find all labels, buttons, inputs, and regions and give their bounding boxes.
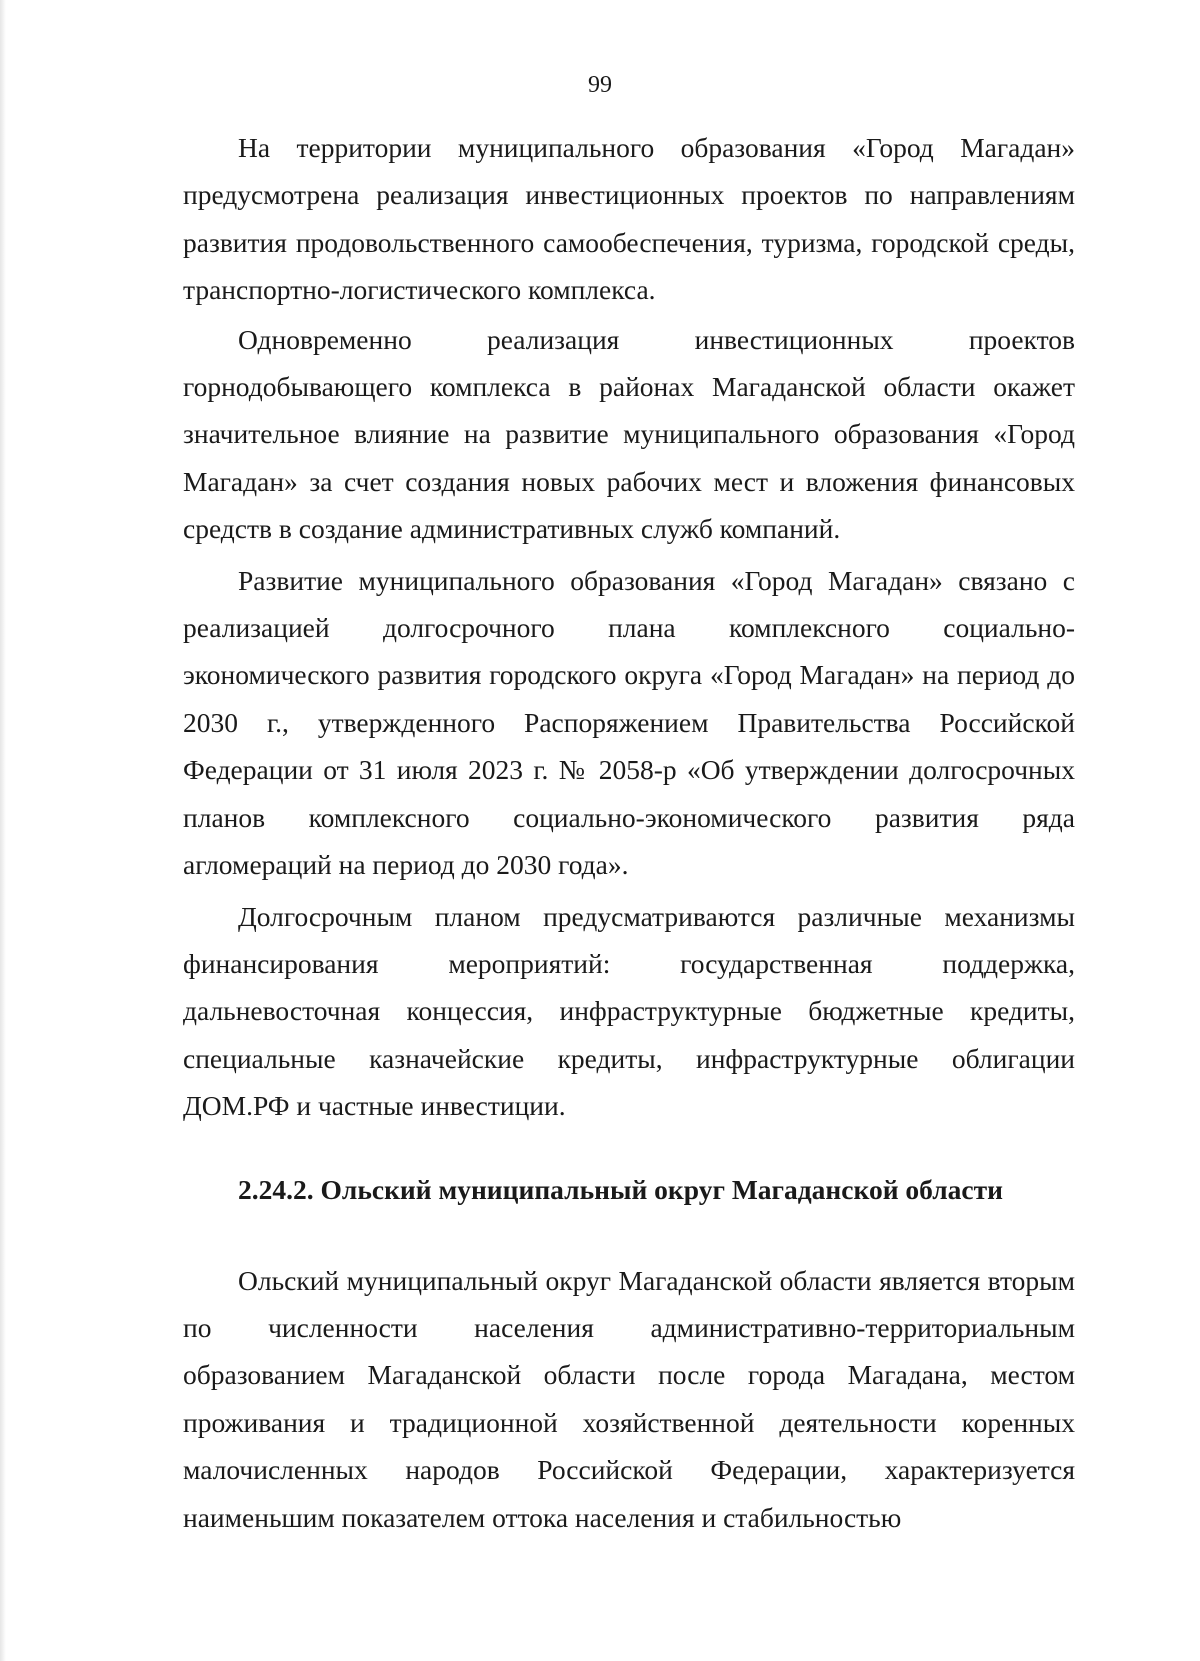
section-heading: 2.24.2. Ольский муниципальный округ Магаданской области — [238, 1173, 1003, 1205]
paragraph-5: Ольский муниципальный округ Магаданской области является вторым по численности населения административно-территориальным образованием Магаданской области после города Магадана, местом проживания и традиционной хозяйственной деятельности коренных малочисленных народов Российской Федерации, характеризуется наименьшим показателем оттока населения и стабильностью — [183, 1264, 1075, 1533]
scan-edge-shadow — [0, 0, 6, 1661]
paragraph-3: Развитие муниципального образования «Город Магадан» связано с реализацией долгосрочного плана комплексного социально-экономического развития городского округа «Город Магадан» на период до 2030 г., утвержденного Распоряжением Правительства Российской Федерации от 31 июля 2023 г. № 2058-р «Об утверждении долгосрочных планов комплексного социально-экономического развития ряда агломераций на период до 2030 года». — [183, 564, 1075, 881]
paragraph-4: Долгосрочным планом предусматриваются различные механизмы финансирования мероприятий: государственная поддержка, дальневосточная концессия, инфраструктурные бюджетные кредиты, специальные казначейские кредиты, инфраструктурные облигации ДОМ.РФ и частные инвестиции. — [183, 900, 1075, 1122]
document-body — [183, 124, 1075, 1545]
paragraph-1: На территории муниципального образования «Город Магадан» предусмотрена реализация инвестиционных проектов по направлениям развития продовольственного самообеспечения, туризма, городской среды, транспортно-логистического комплекса. — [183, 132, 1075, 306]
page-number: 99 — [588, 72, 612, 98]
paragraph-2: Одновременно реализация инвестиционных проектов горнодобывающего комплекса в районах Магаданской области окажет значительное влияние на развитие муниципального образования «Город Магадан» за счет создания новых рабочих мест и вложения финансовых средств в создание административных служб компаний. — [183, 323, 1075, 545]
